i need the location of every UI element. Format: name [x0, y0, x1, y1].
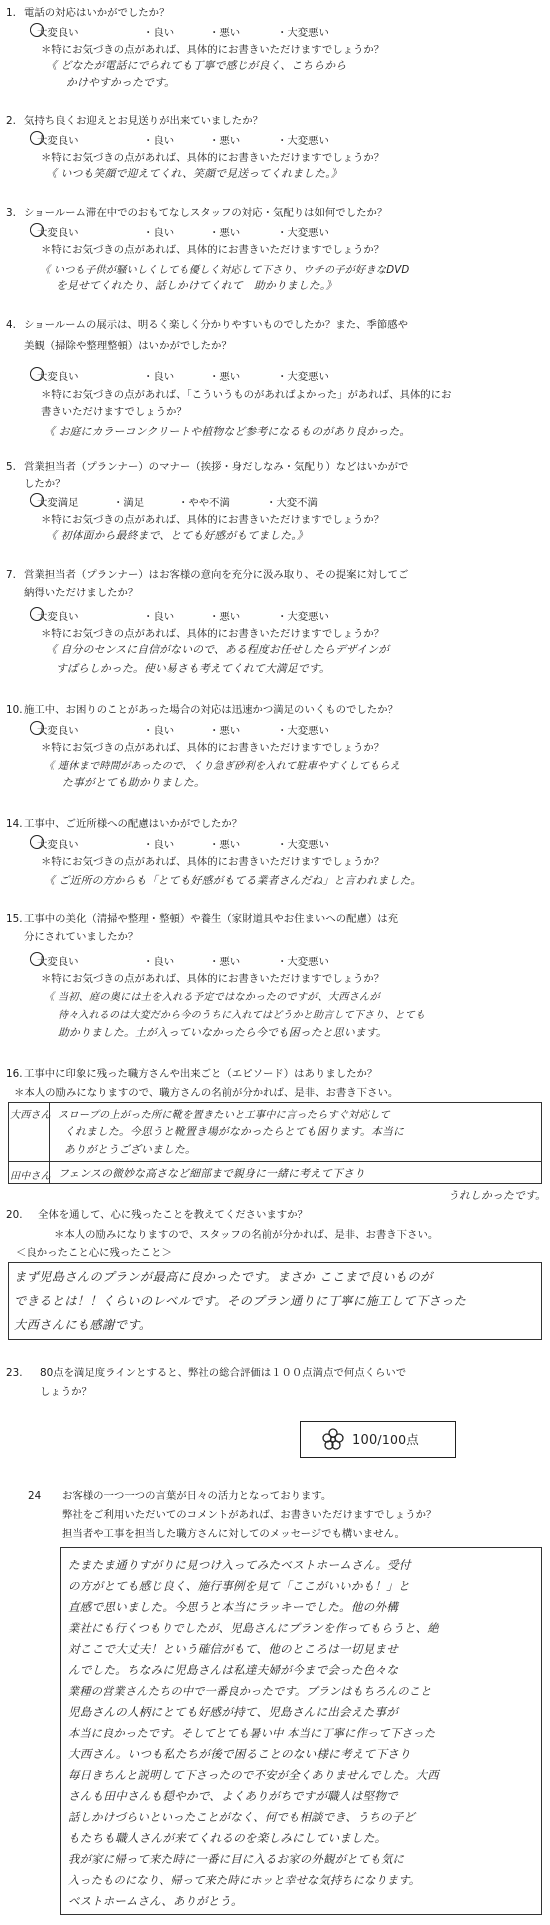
row-divider: [8, 1161, 542, 1162]
question-text: 弊社をご利用いただいてのコメントがあれば、お書きいただけますでしょうか？: [62, 1509, 437, 1521]
option-very-good[interactable]: 大変良い: [37, 27, 79, 39]
option-bad[interactable]: ・悪い: [209, 611, 241, 623]
handwritten-answer-line: スロープの上がった所に靴を置きたいと工事中に言ったらすぐ対応して: [58, 1110, 390, 1121]
handwritten-answer-line: まず児島さんのプランが最高に良かったです。まさか ここまで良いものが: [14, 1270, 433, 1284]
option-bad[interactable]: ・悪い: [209, 27, 241, 39]
option-very-bad[interactable]: ・大変悪い: [277, 611, 329, 623]
option-bad[interactable]: ・悪い: [209, 135, 241, 147]
handwritten-answer-line: の方がとても感じ良く、施行事例を見て「ここがいいかも！」と: [68, 1579, 410, 1593]
option-good[interactable]: ・良い: [143, 725, 175, 737]
handwritten-answer-line: 大西さんにも感謝です。: [14, 1318, 152, 1332]
question-number: 3.: [6, 207, 16, 219]
handwritten-answer-line: 対ここで大丈夫！という確信がもて、他のところは一切見ませ: [68, 1642, 398, 1656]
option-very-bad[interactable]: ・大変悪い: [277, 227, 329, 239]
handwritten-answer-line: た事がとても助かりました。: [62, 776, 205, 789]
comment-prompt: ＊特にお気づきの点があれば、具体的にお書きいただけますでしょうか？: [41, 628, 385, 640]
comment-prompt: ＊特にお気づきの点があれば、具体的にお書きいただけますでしょうか？: [41, 152, 385, 164]
handwritten-answer-line: 《 自分のセンスに自信がないので、ある程度お任せしたらデザインが: [46, 643, 390, 656]
option-very-bad[interactable]: ・大変悪い: [277, 725, 329, 737]
handwritten-answer-line: 入ったものになり、帰って来た時にホッと幸せな気持ちになります。: [68, 1874, 421, 1887]
handwritten-answer-line: 《 ご近所の方からも「とても好感がもてる業者さんだね」と言われました。: [44, 874, 422, 887]
question-number: 24: [28, 1490, 42, 1502]
option-very-bad[interactable]: ・大変悪い: [277, 135, 329, 147]
handwritten-answer-line: を見せてくれたり、話しかけてくれて 助かりました。》: [56, 279, 337, 292]
handwritten-answer-line: たまたま通りすがりに見つけ入ってみたベストホームさん。受付: [68, 1558, 411, 1572]
question-text: 営業担当者（プランナー）のマナー（挨拶・身だしなみ・気配り）などはいかがで: [24, 461, 409, 473]
handwritten-answer-line: 《 当初、庭の奥には土を入れる予定ではなかったのですが、大西さんが: [44, 992, 380, 1003]
option-good[interactable]: ・良い: [143, 611, 175, 623]
handwritten-answer-line: さんも田中さんも穏やかで、よくありがちですが職人は堅物で: [68, 1789, 398, 1803]
option-very-good[interactable]: 大変良い: [37, 725, 79, 737]
score-number: 100: [352, 1433, 378, 1448]
comment-prompt: ＊特にお気づきの点があれば、具体的にお書きいただけますでしょうか？: [41, 856, 385, 868]
comment-prompt: ＊本人の励みになりますので、職方さんの名前が分かれば、是非、お書き下さい。: [14, 1087, 399, 1099]
staff-name-label: 大西さん: [10, 1110, 51, 1121]
option-bad[interactable]: ・悪い: [209, 371, 241, 383]
comment-prompt: ＊特にお気づきの点があれば、具体的にお書きいただけますでしょうか？: [41, 742, 385, 754]
question-number: 14.: [6, 818, 23, 830]
handwritten-answer-line: かけやすかったです。: [66, 76, 176, 89]
handwritten-answer-line: んでした。ちなみに児島さんは私達夫婦が今まで会った色々な: [68, 1663, 399, 1677]
option-good[interactable]: ・良い: [143, 839, 175, 851]
question-number: 10.: [6, 704, 23, 716]
flower-stamp-icon: [322, 1428, 344, 1450]
handwritten-answer-line: 業社にも行くつもりでしたが、児島さんにプランを作ってもらうと、絶: [68, 1621, 439, 1635]
handwritten-answer-line: 本当に良かったです。そしてとても暑い中 本当に丁寧に作って下さった: [68, 1727, 436, 1740]
question-text: 美観（掃除や整理整頓）はいかがでしたか？: [24, 340, 232, 352]
question-text: 全体を通して、心に残ったことを教えてくださいますか？: [38, 1209, 308, 1221]
option-bad[interactable]: ・悪い: [209, 956, 241, 968]
handwritten-answer-line: 《 どなたが電話にでられても丁寧で感じが良く、こちらから: [46, 59, 347, 72]
comment-prompt: ＊特にお気づきの点があれば、具体的にお書きいただけますでしょうか？: [41, 973, 385, 985]
option-very-good[interactable]: 大変良い: [37, 371, 79, 383]
handwritten-answer-line: フェンスの微妙な高さなど細部まで親身に一緒に考えて下さり: [58, 1167, 366, 1180]
question-text: 工事中に印象に残った職方さんや出来ごと（エピソード）はありましたか？: [24, 1068, 378, 1080]
question-number: 1.: [6, 7, 16, 19]
option-good[interactable]: ・良い: [143, 27, 175, 39]
handwritten-answer-line: くれました。今思うと靴置き場がなかったらとても困ります。本当に: [64, 1125, 405, 1138]
question-text: 工事中の美化（清掃や整理・整頓）や養生（家財道具やお住まいへの配慮）は充: [24, 913, 399, 925]
score-value: [352, 1430, 419, 1448]
option-very-good[interactable]: 大変良い: [37, 227, 79, 239]
comment-prompt: ＊特にお気づきの点があれば、具体的にお書きいただけますでしょうか？: [41, 514, 385, 526]
comment-prompt: ＊特にお気づきの点があれば、「こういうものがあればよかった」があれば、具体的にお: [41, 389, 452, 401]
comment-prompt: ＊特にお気づきの点があれば、具体的にお書きいただけますでしょうか？: [41, 44, 385, 56]
handwritten-answer-line: すばらしかった。使い易さも考えてくれて大満足です。: [56, 662, 331, 675]
question-text: 80点を満足度ラインとすると、弊社の総合評価は１００点満点で何点くらいで: [40, 1367, 407, 1379]
question-number: 16.: [6, 1068, 23, 1080]
option-very-bad[interactable]: ・大変悪い: [277, 839, 329, 851]
option-bad[interactable]: ・悪い: [209, 227, 241, 239]
handwritten-answer-line: 我が家に帰って来た時に一番に目に入るお家の外観がとても気に: [68, 1852, 405, 1866]
handwritten-answer-line: 直感で思いました。今思うと本当にラッキーでした。他の外構: [68, 1600, 398, 1614]
option-somewhat-dissatisfied[interactable]: ・やや不満: [178, 497, 230, 509]
option-good[interactable]: ・良い: [143, 227, 175, 239]
handwritten-answer-line: 《 いつも子供が騒いしくしても優しく対応して下さり、ウチの子が好きなDVD: [40, 265, 410, 276]
option-very-bad[interactable]: ・大変悪い: [277, 956, 329, 968]
comment-prompt: ＊特にお気づきの点があれば、具体的にお書きいただけますでしょうか？: [41, 244, 385, 256]
question-number: 20.: [6, 1209, 23, 1221]
question-number: 7.: [6, 569, 16, 581]
comment-prompt-cont: 書きいただけますでしょうか？: [41, 406, 187, 418]
question-text: ショールームの展示は、明るく楽しく分かりやすいものでしたか？また、季節感や: [24, 319, 409, 331]
option-good[interactable]: ・良い: [143, 135, 175, 147]
question-text: 営業担当者（プランナー）はお客様の意向を充分に汲み取り、その提案に対してご: [24, 569, 409, 581]
handwritten-answer-line: ベストホームさん、ありがとう。: [68, 1894, 243, 1908]
section-label: ＜良かったこと心に残ったこと＞: [16, 1247, 172, 1259]
option-very-satisfied[interactable]: 大変満足: [37, 497, 79, 509]
question-text: 気持ち良くお迎えとお見送りが出来ていましたか？: [24, 115, 263, 127]
question-text: 施工中、お困りのことがあった場合の対応は迅速かつ満足のいくものでしたか？: [24, 704, 398, 716]
question-text: 担当者や工事を担当した職方さんに対してのメッセージでも構いません。: [62, 1528, 405, 1540]
question-text: お客様の一つ一つの言葉が日々の活力となっております。: [62, 1490, 332, 1502]
option-very-bad[interactable]: ・大変悪い: [277, 27, 329, 39]
option-very-good[interactable]: 大変良い: [37, 611, 79, 623]
score-suffix: /100点: [377, 1432, 419, 1447]
option-good[interactable]: ・良い: [143, 371, 175, 383]
question-text: したか？: [24, 478, 66, 490]
handwritten-answer-line: ありがとうございました。: [64, 1143, 196, 1156]
question-number: 5.: [6, 461, 16, 473]
question-number: 4.: [6, 319, 16, 331]
question-text: 納得いただけましたか？: [24, 587, 139, 599]
handwritten-answer-line: できるとは！！くらいのレベルです。そのプラン通りに丁寧に施工して下さった: [14, 1294, 467, 1308]
handwritten-answer-line: もたちも職人さんが来てくれるのを楽しみにしていました。: [68, 1831, 387, 1845]
handwritten-answer-line: 《 連休まで時間があったので、くり急ぎ砂利を入れて駐車やすくしてもらえ: [44, 761, 401, 772]
staff-name-label: 田中さん: [10, 1171, 51, 1182]
option-very-bad[interactable]: ・大変悪い: [277, 371, 329, 383]
option-very-dissatisfied[interactable]: ・大変不満: [266, 497, 318, 509]
option-very-good[interactable]: 大変良い: [37, 839, 79, 851]
question-text: 電話の対応はいかがでしたか？: [24, 7, 170, 19]
question-text: しょうか？: [40, 1386, 92, 1398]
handwritten-answer-line: 助かりました。土が入っていなかったら今でも困ったと思います。: [58, 1026, 388, 1039]
question-text: 工事中、ご近所様への配慮はいかがでしたか？: [24, 818, 243, 830]
handwritten-answer-line: 《 お庭にカラーコンクリートや植物など参考になるものがあり良かった。: [44, 425, 411, 438]
option-bad[interactable]: ・悪い: [209, 725, 241, 737]
handwritten-answer-line: 《 初体面から最終まで、とても好感がもてました。》: [46, 529, 308, 542]
handwritten-answer-line: 《 いつも笑顔で迎えてくれ、笑顔で見送ってくれました。》: [46, 167, 342, 180]
handwritten-answer-line: 話しかけづらいといったことがなく、何でも相談でき、うちの子ど: [68, 1810, 416, 1824]
comment-prompt: ＊本人の励みになりますので、スタッフの名前が分かれば、是非、お書き下さい。: [54, 1229, 439, 1241]
question-text: 分にされていましたか？: [24, 931, 139, 943]
option-good[interactable]: ・良い: [143, 956, 175, 968]
handwritten-answer-line: 待々入れるのは大変だから今のうちに入れてはどうかと助言して下さり、とても: [58, 1010, 426, 1021]
question-number: 15.: [6, 913, 23, 925]
option-bad[interactable]: ・悪い: [209, 839, 241, 851]
handwritten-answer-line: 大西さん。いつも私たちが後で困ることのない様に考えて下さり: [68, 1747, 411, 1761]
handwritten-answer-line: 児島さんの人柄にとても好感が持て、児島さんに出会えた事が: [68, 1705, 398, 1719]
handwritten-answer-line: 毎日きちんと説明して下さったので不安が全くありませんでした。大西: [68, 1768, 439, 1782]
handwritten-answer-line: 業種の営業さんたちの中で一番良かったです。プランはもちろんのこと: [68, 1685, 432, 1698]
option-very-good[interactable]: 大変良い: [37, 135, 79, 147]
handwritten-answer-line: うれしかったです。: [448, 1189, 547, 1202]
question-number: 2.: [6, 115, 16, 127]
question-text: ショールーム滞在中でのおもてなしスタッフの対応・気配りは如何でしたか？: [24, 207, 388, 219]
question-number: 23.: [6, 1367, 23, 1379]
option-very-good[interactable]: 大変良い: [37, 956, 79, 968]
option-satisfied[interactable]: ・満足: [113, 497, 145, 509]
